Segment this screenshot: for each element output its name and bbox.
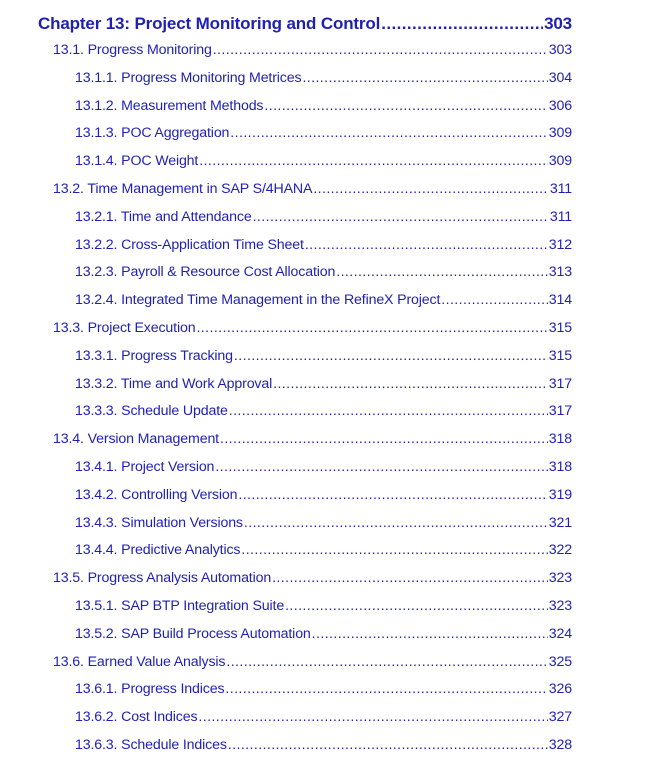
toc-page-number: 315	[548, 347, 572, 364]
toc-page-number: 321	[548, 514, 572, 531]
toc-leader-dots	[241, 542, 547, 558]
toc-leader-dots	[336, 264, 548, 280]
toc-leader-dots	[198, 709, 547, 725]
toc-leader-dots	[215, 459, 547, 475]
toc-page-number: 318	[548, 458, 572, 475]
toc-page-number: 314	[548, 292, 572, 309]
toc-entry-title: 13.1.1. Progress Monitoring Metrices	[75, 69, 302, 86]
toc-page-number: 319	[548, 486, 572, 503]
toc-page-number: 324	[548, 625, 572, 642]
toc-subsection-entry[interactable]	[38, 709, 572, 737]
toc-entry-title: 13.3.3. Schedule Update	[75, 403, 228, 420]
toc-page-number: 306	[548, 97, 572, 114]
toc-entry-title: 13.2. Time Management in SAP S/4HANA	[53, 180, 313, 197]
toc-page-number: 311	[549, 208, 572, 225]
toc-subsection-entry[interactable]	[38, 98, 572, 126]
toc-page-number: 313	[548, 264, 572, 281]
toc-subsection-entry[interactable]	[38, 376, 572, 404]
toc-entry-title: 13.6.3. Schedule Indices	[75, 736, 227, 753]
toc-leader-dots	[302, 70, 547, 86]
toc-section-entry[interactable]	[38, 320, 572, 348]
toc-leader-dots	[273, 376, 548, 392]
toc-leader-dots	[244, 515, 548, 531]
toc-entry-list	[38, 42, 572, 765]
toc-entry-title: 13.4.3. Simulation Versions	[75, 514, 243, 531]
toc-entry-title: 13.2.2. Cross-Application Time Sheet	[75, 236, 304, 253]
toc-entry-title: 13.1.2. Measurement Methods	[75, 97, 264, 114]
toc-page-number: 315	[548, 319, 572, 336]
toc-chapter-title: Chapter 13: Project Monitoring and Control	[38, 14, 381, 33]
toc-page-number: 328	[548, 736, 572, 753]
toc-subsection-entry[interactable]	[38, 681, 572, 709]
toc-subsection-entry[interactable]	[38, 487, 572, 515]
toc-subsection-entry[interactable]	[38, 459, 572, 487]
toc-subsection-entry[interactable]	[38, 209, 572, 237]
toc-subsection-entry[interactable]	[38, 237, 572, 265]
toc-section-entry[interactable]	[38, 654, 572, 682]
toc-subsection-entry[interactable]	[38, 153, 572, 181]
toc-page-number: 317	[548, 403, 572, 420]
toc-leader-dots	[220, 431, 548, 447]
toc-section-entry[interactable]	[38, 570, 572, 598]
toc-subsection-entry[interactable]	[38, 125, 572, 153]
toc-page-number: 312	[548, 236, 572, 253]
toc-leader-dots	[381, 14, 543, 34]
toc-subsection-entry[interactable]	[38, 626, 572, 654]
toc-leader-dots	[312, 626, 548, 642]
toc-leader-dots	[225, 681, 547, 697]
toc-entry-title: 13.3.1. Progress Tracking	[75, 347, 233, 364]
toc-page-number: 309	[548, 125, 572, 142]
toc-entry-title: 13.5. Progress Analysis Automation	[53, 570, 272, 587]
toc-page-number: 304	[548, 69, 572, 86]
toc-chapter-entry[interactable]	[38, 14, 572, 40]
toc-page-number: 318	[548, 431, 572, 448]
toc-leader-dots	[238, 487, 547, 503]
toc-entry-title: 13.5.1. SAP BTP Integration Suite	[75, 597, 285, 614]
toc-section-entry[interactable]	[38, 181, 572, 209]
toc-page-number: 326	[548, 681, 572, 698]
table-of-contents	[38, 14, 572, 765]
toc-leader-dots	[226, 654, 547, 670]
toc-leader-dots	[229, 403, 548, 419]
toc-entry-title: 13.1. Progress Monitoring	[53, 42, 212, 58]
toc-subsection-entry[interactable]	[38, 542, 572, 570]
toc-entry-title: 13.6.1. Progress Indices	[75, 681, 225, 698]
toc-leader-dots	[441, 292, 547, 308]
toc-page-number: 325	[548, 653, 572, 670]
toc-leader-dots	[285, 598, 548, 614]
toc-page-number: 303	[548, 42, 572, 58]
toc-entry-title: 13.1.4. POC Weight	[75, 153, 199, 170]
toc-page-number: 322	[548, 542, 572, 559]
toc-leader-dots	[272, 570, 548, 586]
toc-subsection-entry[interactable]	[38, 292, 572, 320]
toc-page-number: 327	[548, 709, 572, 726]
toc-leader-dots	[264, 98, 547, 114]
toc-subsection-entry[interactable]	[38, 348, 572, 376]
toc-entry-title: 13.6.2. Cost Indices	[75, 709, 198, 726]
toc-section-entry[interactable]	[38, 431, 572, 459]
toc-leader-dots	[234, 348, 548, 364]
toc-page-number: 309	[548, 153, 572, 170]
toc-entry-title: 13.4.2. Controlling Version	[75, 486, 238, 503]
toc-subsection-entry[interactable]	[38, 515, 572, 543]
toc-leader-dots	[199, 153, 548, 169]
toc-leader-dots	[230, 125, 547, 141]
toc-subsection-entry[interactable]	[38, 598, 572, 626]
toc-entry-title: 13.2.1. Time and Attendance	[75, 208, 252, 225]
toc-subsection-entry[interactable]	[38, 70, 572, 98]
toc-entry-title: 13.3. Project Execution	[53, 319, 196, 336]
toc-page-number: 323	[548, 597, 572, 614]
toc-entry-title: 13.4.4. Predictive Analytics	[75, 542, 241, 559]
toc-subsection-entry[interactable]	[38, 403, 572, 431]
toc-entry-title: 13.2.4. Integrated Time Management in the RefineX Project	[75, 292, 441, 309]
toc-entry-title: 13.3.2. Time and Work Approval	[75, 375, 273, 392]
toc-page-number: 323	[548, 570, 572, 587]
toc-leader-dots	[253, 209, 549, 225]
toc-entry-title: 13.5.2. SAP Build Process Automation	[75, 625, 311, 642]
toc-entry-title: 13.6. Earned Value Analysis	[53, 653, 226, 670]
toc-leader-dots	[313, 181, 549, 197]
toc-leader-dots	[196, 320, 547, 336]
toc-page-number: 317	[548, 375, 572, 392]
toc-entry-title: 13.1.3. POC Aggregation	[75, 125, 230, 142]
toc-leader-dots	[305, 237, 548, 253]
toc-entry-title: 13.2.3. Payroll & Resource Cost Allocation	[75, 264, 336, 281]
toc-entry-title: 13.4. Version Management	[53, 431, 219, 448]
toc-section-entry[interactable]	[38, 42, 572, 70]
toc-page-number: 303	[544, 14, 572, 33]
toc-subsection-entry[interactable]	[38, 264, 572, 292]
toc-leader-dots	[213, 42, 548, 58]
toc-page-number: 311	[549, 180, 572, 197]
toc-leader-dots	[228, 737, 548, 753]
toc-subsection-entry[interactable]	[38, 737, 572, 765]
toc-entry-title: 13.4.1. Project Version	[75, 458, 215, 475]
